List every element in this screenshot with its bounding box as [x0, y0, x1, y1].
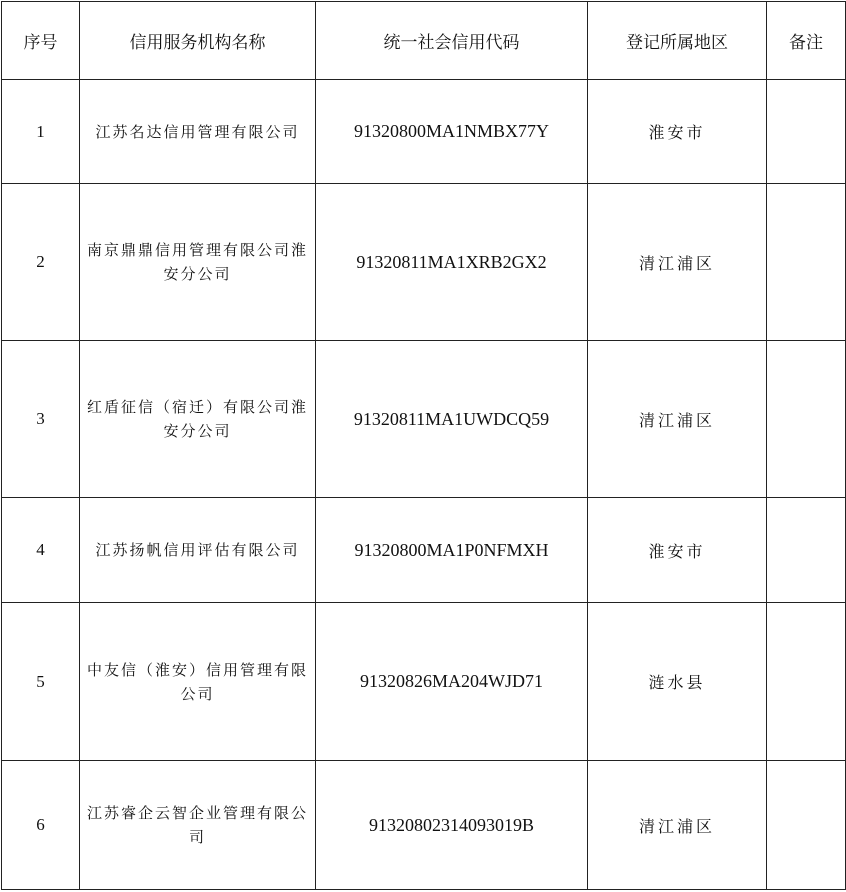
- table-row: [2, 341, 846, 498]
- row-remark: [767, 498, 846, 603]
- table-row: [2, 184, 846, 341]
- row-index: 3: [2, 341, 80, 498]
- row-region: 淮安市: [588, 80, 767, 184]
- row-name: 南京鼎鼎信用管理有限公司淮安分公司: [80, 184, 316, 341]
- header-code: 统一社会信用代码: [316, 2, 588, 80]
- row-code: 91320811MA1XRB2GX2: [316, 184, 588, 341]
- row-region: 淮安市: [588, 498, 767, 603]
- row-remark: [767, 184, 846, 341]
- table-row: [2, 80, 846, 184]
- row-name: 中友信（淮安）信用管理有限公司: [80, 603, 316, 761]
- row-code: 91320802314093019B: [316, 761, 588, 890]
- row-region: 清江浦区: [588, 341, 767, 498]
- row-remark: [767, 603, 846, 761]
- row-region: 清江浦区: [588, 761, 767, 890]
- table-row: [2, 603, 846, 761]
- row-index: 4: [2, 498, 80, 603]
- row-region: 涟水县: [588, 603, 767, 761]
- row-name: 江苏扬帆信用评估有限公司: [80, 498, 316, 603]
- table-row: [2, 761, 846, 890]
- row-remark: [767, 341, 846, 498]
- row-code: 91320800MA1P0NFMXH: [316, 498, 588, 603]
- row-code: 91320800MA1NMBX77Y: [316, 80, 588, 184]
- header-row: [2, 2, 846, 80]
- row-index: 6: [2, 761, 80, 890]
- row-region: 清江浦区: [588, 184, 767, 341]
- table-row: [2, 498, 846, 603]
- row-name: 江苏睿企云智企业管理有限公司: [80, 761, 316, 890]
- row-remark: [767, 761, 846, 890]
- row-index: 2: [2, 184, 80, 341]
- credit-agency-table: [1, 1, 846, 890]
- row-code: 91320811MA1UWDCQ59: [316, 341, 588, 498]
- header-index: 序号: [2, 2, 80, 80]
- row-code: 91320826MA204WJD71: [316, 603, 588, 761]
- header-name: 信用服务机构名称: [80, 2, 316, 80]
- row-remark: [767, 80, 846, 184]
- row-index: 1: [2, 80, 80, 184]
- row-name: 红盾征信（宿迁）有限公司淮安分公司: [80, 341, 316, 498]
- header-remark: 备注: [767, 2, 846, 80]
- header-region: 登记所属地区: [588, 2, 767, 80]
- row-index: 5: [2, 603, 80, 761]
- row-name: 江苏名达信用管理有限公司: [80, 80, 316, 184]
